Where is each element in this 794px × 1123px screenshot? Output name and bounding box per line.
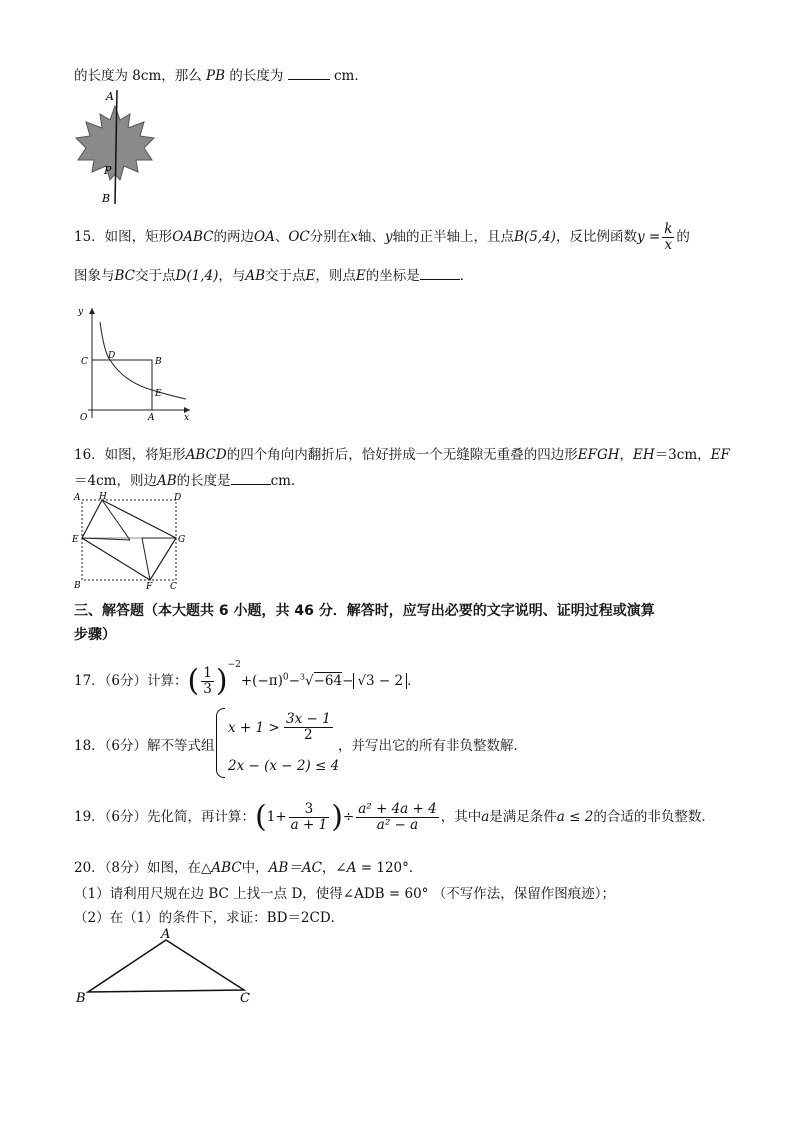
hyperbola-graph <box>72 302 196 424</box>
q17-abs: √3 − 2 <box>353 673 407 689</box>
q15-answer-blank <box>420 267 460 280</box>
q19-den1: a + 1 <box>290 817 328 833</box>
tri-label-b: B <box>76 991 86 1006</box>
q15-func-y: y = <box>636 229 661 245</box>
q19-frac1 <box>289 802 330 833</box>
q16-line2 <box>74 469 305 489</box>
fold-line <box>102 500 130 540</box>
q16-text: ， <box>619 447 634 463</box>
folded-rectangle-figure <box>70 492 190 592</box>
q17-root-index: 3 <box>299 672 306 682</box>
q15-x: x <box>350 229 358 245</box>
q18-fraction <box>282 712 335 743</box>
q20-eq: AB＝AC <box>268 860 322 876</box>
q20-text: ，∠ <box>321 860 347 876</box>
q15-text: 轴、 <box>357 229 385 245</box>
q16-text: 的长度是 <box>176 473 231 489</box>
q14-answer-blank <box>288 67 330 80</box>
q19-one: 1+ <box>266 809 287 825</box>
q15-end: ． <box>459 268 474 284</box>
q17-exp1: −2 <box>227 660 241 670</box>
q14-var: PB <box>206 68 226 84</box>
leaf-label-b: B <box>102 192 111 205</box>
q14-tail-line <box>74 64 368 84</box>
q19-paren: ( <box>255 799 267 835</box>
q16-unit: cm． <box>270 473 305 489</box>
q16-text: 16．如图，将矩形 <box>74 447 186 463</box>
tri-label-c: C <box>240 991 250 1006</box>
q15-text: ，反比例函数 <box>555 229 637 245</box>
q20-abc: ABC <box>211 860 242 876</box>
tri-label-a: A <box>161 927 171 942</box>
q15-oa: OA <box>254 229 275 245</box>
q19-num1: 3 <box>289 802 330 818</box>
q15-line2 <box>74 264 473 284</box>
q17-fraction <box>201 666 214 697</box>
q15-y: y <box>384 229 393 245</box>
graph-label-e: E <box>155 389 162 399</box>
leaf-label-a: A <box>106 90 114 103</box>
q20-line3: （2）在（1）的条件下，求证：BD＝2CD． <box>74 910 345 926</box>
rect-label-h: H <box>99 492 107 502</box>
q17-num: 1 <box>203 665 212 681</box>
q15-bc: BC <box>114 268 136 284</box>
q15-text: ，与 <box>218 268 246 284</box>
q15-text: 轴的正半轴上，且点 <box>392 229 515 245</box>
q20-line2: （1）请利用尺规在边 BC 上找一点 D，使得∠ADB = 60° （不写作法，保留作图痕迹）； <box>74 886 615 902</box>
fold-line <box>142 538 150 580</box>
graph-label-x: x <box>184 413 190 423</box>
q17-line <box>74 660 421 697</box>
graph-label-a: A <box>148 413 155 423</box>
rect-label-e: E <box>72 535 79 545</box>
rect-label-g: G <box>178 535 186 545</box>
q15-point-b: B(5,4) <box>514 229 556 245</box>
q15-k: k <box>664 221 673 237</box>
q19-prefix: 19．（6分）先化简，再计算： <box>74 809 256 825</box>
y-axis-arrow <box>89 308 95 314</box>
graph-label-b: B <box>155 357 162 367</box>
graph-label-o: O <box>80 413 88 423</box>
q19-num2: a² + 4a + 4 <box>358 801 437 817</box>
q15-text: ，则点 <box>315 268 356 284</box>
q19-mid: ，其中 <box>440 809 482 825</box>
q15-text: 图象与 <box>74 268 115 284</box>
q19-cond: a ≤ 2 <box>556 809 594 825</box>
q16-ef: EF <box>710 447 730 463</box>
q14-suffix: 的长度为 <box>229 68 284 84</box>
rect-label-c: C <box>170 582 177 592</box>
q16-efgh: EFGH <box>577 447 620 463</box>
q17-radicand: −64 <box>313 673 343 689</box>
q18-frac <box>284 712 333 743</box>
q19-den2: a² − a <box>376 817 419 833</box>
q19-line <box>74 799 715 835</box>
q20-text: = 120°． <box>356 860 423 876</box>
q15-k-over-x <box>662 222 674 253</box>
rect-label-b: B <box>74 581 81 591</box>
section3-heading-line1: 三、解答题（本大题共 6 小题，共 46 分．解答时，应写出必要的文字说明、证明过程或演算 <box>74 603 655 619</box>
maple-leaf-figure <box>70 88 160 206</box>
q15-text: 的 <box>676 229 690 245</box>
q19-div: ÷ <box>342 809 355 825</box>
q20-line1 <box>74 856 422 876</box>
q20-text: 中， <box>241 860 269 876</box>
q17-paren: ( <box>187 663 200 699</box>
q15-text: 交于点 <box>265 268 306 284</box>
q16-text: ＝3cm， <box>654 447 711 463</box>
graph-label-d: D <box>108 351 116 361</box>
q19-a: a <box>481 809 490 825</box>
q16-line1 <box>74 443 730 463</box>
triangle-abc <box>88 940 244 992</box>
q16-text: ＝4cm，则边 <box>74 473 157 489</box>
q15-point-d: D(1,4) <box>175 268 219 284</box>
q17-term2: +(−π) <box>240 673 283 689</box>
q15-text: 15．如图，矩形 <box>74 229 173 245</box>
q17-term4: − <box>342 673 354 689</box>
q20-angle-a: A <box>346 860 357 876</box>
rect-label-f: F <box>146 582 153 592</box>
q14-prefix: 的长度为 8cm，那么 <box>74 68 202 84</box>
q15-oc: OC <box>288 229 310 245</box>
q15-xv: x <box>664 237 673 253</box>
q18-ineq2: 2x − (x − 2) ≤ 4 <box>228 758 340 774</box>
triangle-abc-figure <box>72 924 262 1008</box>
q17-exp2: 0 <box>282 672 289 683</box>
q20-text: 20．（8分）如图，在△ <box>74 860 212 876</box>
q15-e2: E <box>355 268 366 284</box>
graph-label-c: C <box>81 357 88 367</box>
q17-den: 3 <box>203 681 212 697</box>
q15-text: 的坐标是 <box>365 268 420 284</box>
rect-label-a: A <box>74 493 81 503</box>
q17-end: ． <box>407 673 421 689</box>
q18-prefix: 18．（6分）解不等式组 <box>74 738 215 754</box>
rect-label-d: D <box>174 493 182 503</box>
q16-abcd: ABCD <box>185 447 227 463</box>
q19-suffix: 的合适的非负整数． <box>593 809 715 825</box>
graph-label-y: y <box>78 307 84 317</box>
q16-text: 的四个角向内翻折后，恰好拼成一个无缝隙无重叠的四边形 <box>226 447 578 463</box>
q19-mid2: 是满足条件 <box>489 809 557 825</box>
q18-brace <box>216 708 225 778</box>
q15-ab: AB <box>245 268 266 284</box>
q15-text: 分别在 <box>309 229 351 245</box>
q17-term3: − <box>288 673 300 689</box>
q18-num: 3x − 1 <box>286 711 331 727</box>
q15-text: 交于点 <box>135 268 176 284</box>
q15-line1 <box>74 222 690 253</box>
q18-den: 2 <box>304 727 313 743</box>
q18-ineq1-left: x + 1 > <box>228 720 280 736</box>
q15-text: 的两边 <box>213 229 255 245</box>
q18-suffix: ，并写出它的所有非负整数解． <box>338 738 527 754</box>
q16-ab: AB <box>156 473 177 489</box>
section3-heading-line2: 步骤） <box>74 627 116 643</box>
q19-paren: ) <box>331 799 343 835</box>
rectangle-oabc <box>92 360 152 410</box>
q17-radical: √ <box>305 673 314 689</box>
leaf-label-p: P <box>104 164 112 177</box>
q15-oabc: OABC <box>172 229 214 245</box>
q19-frac2 <box>356 802 438 833</box>
q17-prefix: 17．（6分）计算： <box>74 673 188 689</box>
q15-text: 、 <box>274 229 289 245</box>
q15-e: E <box>305 268 316 284</box>
q17-paren: ) <box>215 663 228 699</box>
q16-eh: EH <box>633 447 655 463</box>
q14-unit: cm． <box>333 68 368 84</box>
q16-answer-blank <box>231 472 271 485</box>
